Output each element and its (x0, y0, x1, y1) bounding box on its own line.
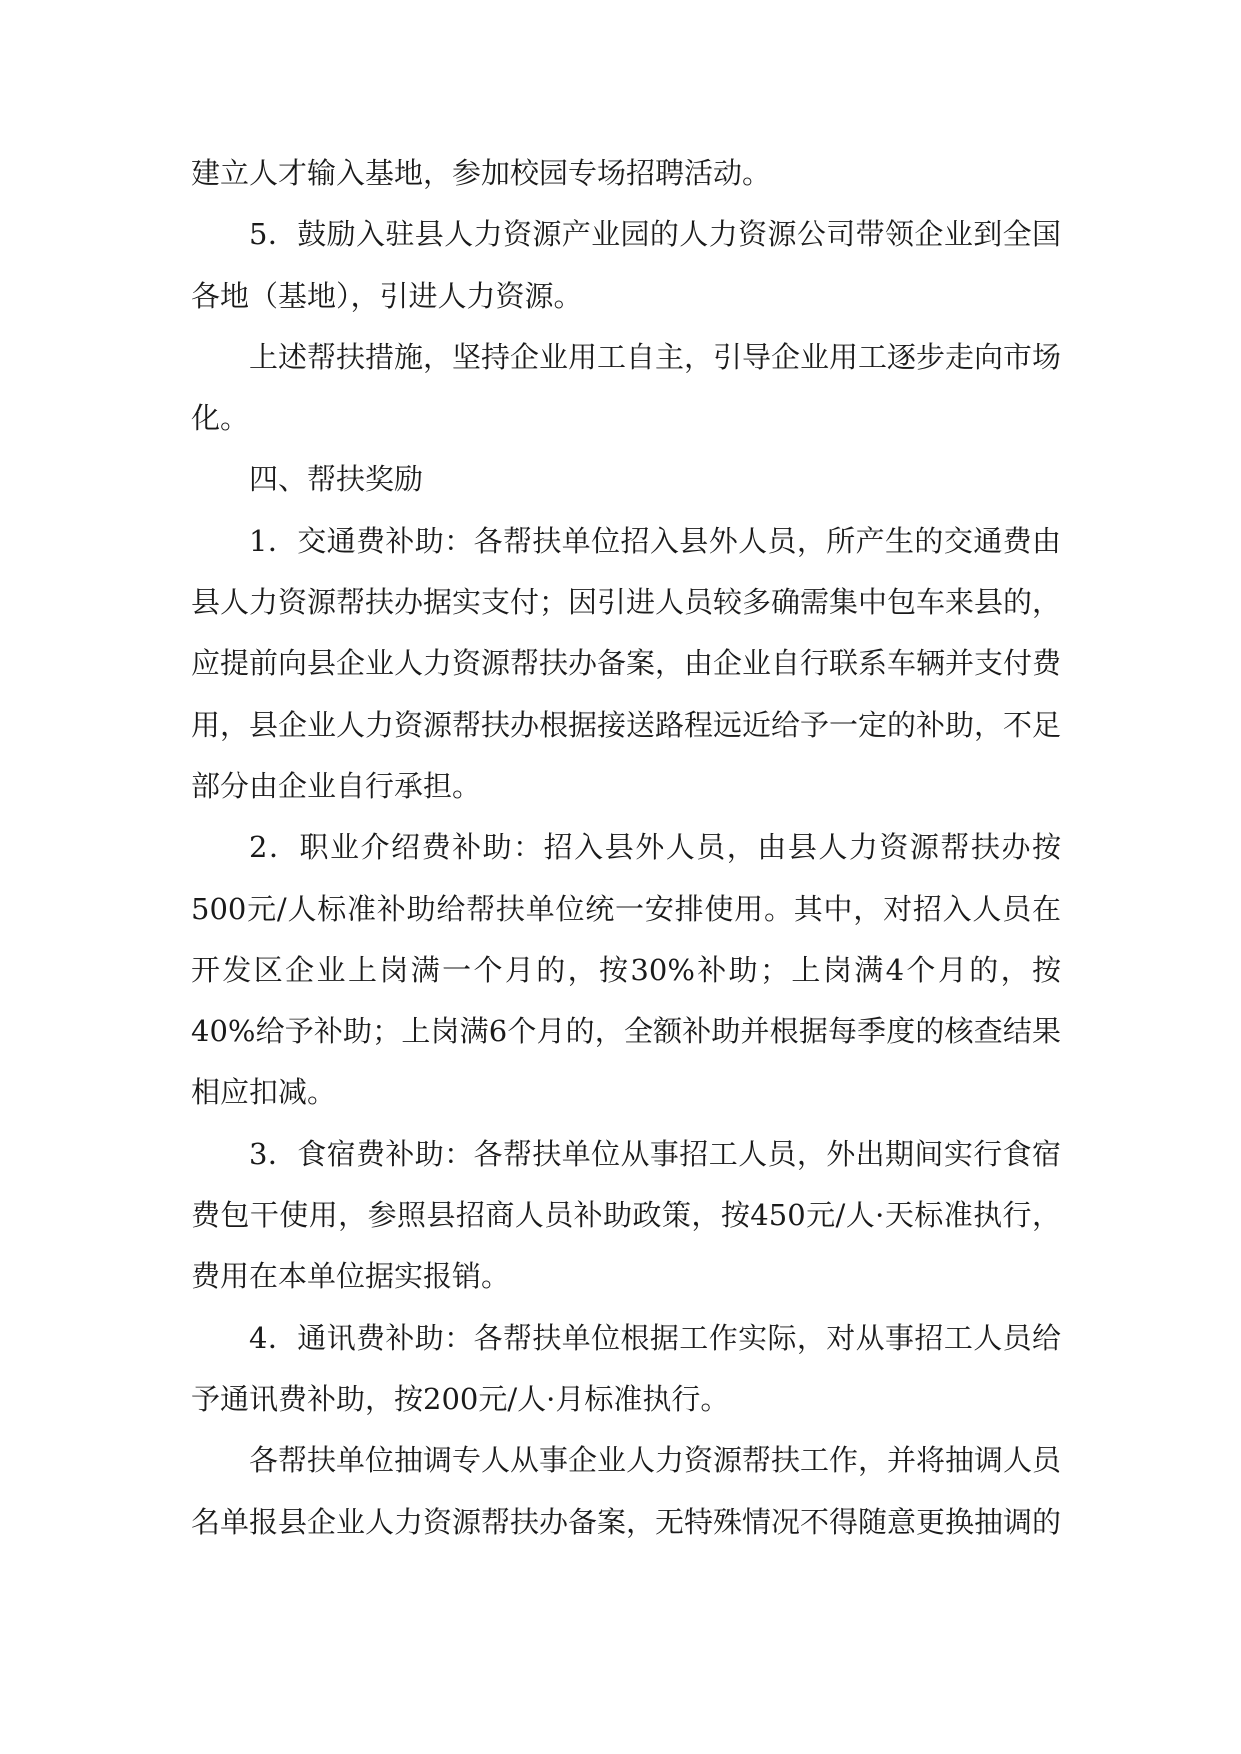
document-page (191, 143, 1061, 1553)
paragraph-communication-subsidy: 4．通讯费补助：各帮扶单位根据工作实际，对从事招工人员给予通讯费补助，按200元/人·月标准执行。 (191, 1320, 1061, 1416)
paragraph-transport-subsidy: 1．交通费补助：各帮扶单位招入县外人员，所产生的交通费由县人力资源帮扶办据实支付；因引进人员较多确需集中包车来县的，应提前向县企业人力资源帮扶办备案，由企业自行联系车辆并支付费用，县企业人力资源帮扶办根据接送路程远近给予一定的补助，不足部分由企业自行承担。 (191, 523, 1062, 803)
paragraph-3: 上述帮扶措施，坚持企业用工自主，引导企业用工逐步走向市场化。 (191, 339, 1062, 436)
paragraph-referral-subsidy: 2．职业介绍费补助：招入县外人员，由县人力资源帮扶办按500元/人标准补助给帮扶单位统一安排使用。其中，对招入人员在开发区企业上岗满一个月的，按30%补助；上岗满4个月的，按40%给予补助；上岗满6个月的，全额补助并根据每季度的核查结果相应扣减。 (191, 830, 1061, 1110)
section-heading: 四、帮扶奖励 (249, 462, 424, 497)
paragraph-lodging-subsidy: 3．食宿费补助：各帮扶单位从事招工人员，外出期间实行食宿费包干使用，参照县招商人员补助政策，按450元/人·天标准执行，费用在本单位据实报销。 (191, 1136, 1061, 1294)
paragraph-1: 建立人才输入基地，参加校园专场招聘活动。 (191, 156, 772, 190)
paragraph-staffing: 各帮扶单位抽调专人从事企业人力资源帮扶工作，并将抽调人员名单报县企业人力资源帮扶办备案，无特殊情况不得随意更换抽调的 (191, 1443, 1062, 1539)
paragraph-2: 5．鼓励入驻县人力资源产业园的人力资源公司带领企业到全国各地（基地），引进人力资源。 (191, 217, 1061, 313)
